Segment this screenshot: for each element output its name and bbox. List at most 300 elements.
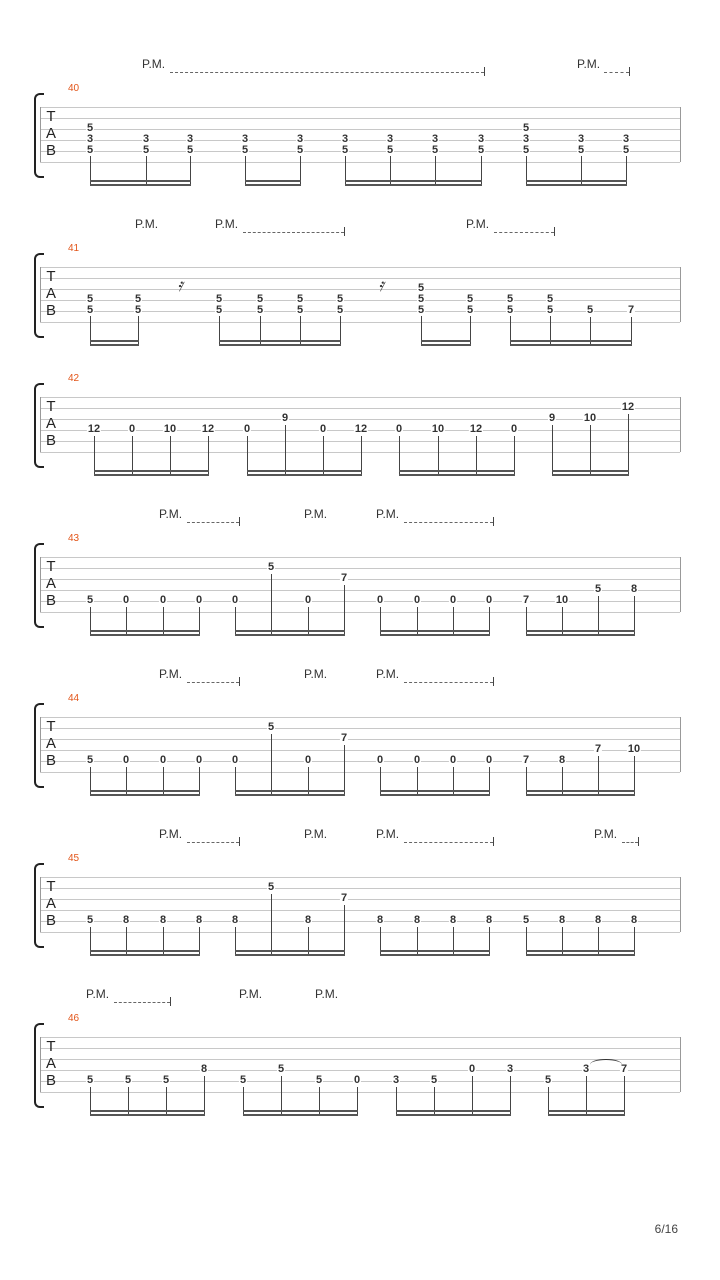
string-line: [40, 739, 680, 740]
measure-number: 46: [68, 1013, 80, 1024]
note-stem: [323, 436, 324, 474]
fret-number: 5: [296, 304, 304, 316]
fret-number: 5: [522, 144, 530, 156]
measure-number: 43: [68, 533, 80, 544]
note-beam: [399, 474, 515, 476]
system-bracket: [34, 543, 44, 628]
tab-clef-letter: B: [45, 302, 56, 319]
fret-number: 0: [128, 423, 136, 435]
note-beam-secondary: [396, 1110, 511, 1112]
fret-number: 5: [124, 1074, 132, 1086]
tab-clef-letter: T: [46, 558, 56, 575]
fret-number: 3: [186, 133, 194, 145]
palm-mute-label: P.M.: [304, 507, 328, 521]
note-beam-secondary: [526, 180, 627, 182]
palm-mute-extension: [170, 72, 484, 73]
palm-mute-label: P.M.: [466, 217, 490, 231]
fret-number: 0: [243, 423, 251, 435]
barline-end: [680, 877, 681, 932]
barline-end: [680, 267, 681, 322]
fret-number: 0: [376, 594, 384, 606]
note-stem: [624, 1076, 625, 1114]
fret-number: 0: [468, 1063, 476, 1075]
fret-number: 5: [315, 1074, 323, 1086]
note-stem: [204, 1076, 205, 1114]
note-stem: [94, 436, 95, 474]
note-beam: [548, 1114, 625, 1116]
fret-number: 7: [627, 304, 635, 316]
fret-number: 5: [86, 914, 94, 926]
fret-number: 5: [267, 881, 275, 893]
fret-number: 3: [296, 133, 304, 145]
fret-number: 5: [267, 721, 275, 733]
sixteenth-rest: 𝄿: [177, 275, 183, 295]
measure-number: 40: [68, 83, 80, 94]
note-beam-secondary: [245, 180, 301, 182]
note-beam-secondary: [552, 470, 629, 472]
string-line: [40, 761, 680, 762]
tab-clef-letter: B: [45, 432, 56, 449]
palm-mute-extension: [187, 842, 239, 843]
palm-mute-extension: [494, 232, 554, 233]
fret-number: 5: [417, 282, 425, 294]
note-beam: [245, 184, 301, 186]
note-beam-secondary: [380, 630, 490, 632]
fret-number: 10: [555, 594, 569, 606]
note-beam-secondary: [235, 950, 345, 952]
fret-number: 5: [522, 122, 530, 134]
fret-number: 3: [577, 133, 585, 145]
fret-number: 8: [122, 914, 130, 926]
note-beam: [380, 634, 490, 636]
fret-number: 5: [134, 293, 142, 305]
barline-end: [680, 1037, 681, 1092]
fret-number: 5: [277, 1063, 285, 1075]
fret-number: 0: [231, 754, 239, 766]
tab-clef-letter: T: [46, 1038, 56, 1055]
palm-mute-label: P.M.: [159, 667, 183, 681]
fret-number: 5: [215, 293, 223, 305]
note-beam: [380, 794, 490, 796]
palm-mute-label: P.M.: [142, 57, 166, 71]
fret-number: 8: [558, 754, 566, 766]
palm-mute-extension: [187, 522, 239, 523]
string-line: [40, 118, 680, 119]
palm-mute-end: [638, 837, 639, 846]
tab-clef-letter: T: [46, 398, 56, 415]
note-beam: [526, 184, 627, 186]
note-beam-secondary: [90, 340, 139, 342]
note-beam-secondary: [380, 950, 490, 952]
fret-number: 3: [622, 133, 630, 145]
note-beam-secondary: [90, 950, 200, 952]
palm-mute-extension: [404, 682, 493, 683]
fret-number: 0: [195, 594, 203, 606]
palm-mute-end: [239, 837, 240, 846]
note-beam: [247, 474, 362, 476]
fret-number: 10: [163, 423, 177, 435]
fret-number: 12: [201, 423, 215, 435]
fret-number: 5: [215, 304, 223, 316]
note-beam: [526, 954, 635, 956]
barline-start: [40, 877, 41, 932]
fret-number: 8: [485, 914, 493, 926]
fret-number: 10: [627, 743, 641, 755]
fret-number: 3: [241, 133, 249, 145]
fret-number: 5: [577, 144, 585, 156]
string-line: [40, 1092, 680, 1093]
fret-number: 0: [413, 594, 421, 606]
string-line: [40, 750, 680, 751]
tab-clef-letter: B: [45, 1072, 56, 1089]
string-line: [40, 107, 680, 108]
palm-mute-label: P.M.: [304, 827, 328, 841]
note-beam: [94, 474, 209, 476]
note-beam-secondary: [235, 790, 345, 792]
system-bracket: [34, 1023, 44, 1108]
fret-number: 12: [87, 423, 101, 435]
barline-start: [40, 107, 41, 162]
string-line: [40, 267, 680, 268]
measure-number: 41: [68, 243, 80, 254]
fret-number: 5: [586, 304, 594, 316]
note-stem: [285, 425, 286, 474]
palm-mute-end: [554, 227, 555, 236]
fret-number: 5: [466, 293, 474, 305]
note-beam-secondary: [510, 340, 632, 342]
tab-clef-letter: B: [45, 912, 56, 929]
string-line: [40, 129, 680, 130]
string-line: [40, 932, 680, 933]
note-beam-secondary: [345, 180, 482, 182]
fret-number: 0: [395, 423, 403, 435]
tab-clef-letter: A: [45, 895, 56, 912]
fret-number: 0: [122, 594, 130, 606]
fret-number: 3: [431, 133, 439, 145]
note-beam-secondary: [380, 790, 490, 792]
fret-number: 8: [449, 914, 457, 926]
string-line: [40, 579, 680, 580]
barline-start: [40, 717, 41, 772]
fret-number: 3: [506, 1063, 514, 1075]
fret-number: 5: [296, 293, 304, 305]
note-beam-secondary: [526, 630, 635, 632]
note-beam: [90, 344, 139, 346]
string-line: [40, 921, 680, 922]
fret-number: 0: [231, 594, 239, 606]
note-stem: [247, 436, 248, 474]
fret-number: 8: [413, 914, 421, 926]
fret-number: 8: [376, 914, 384, 926]
note-stem: [361, 436, 362, 474]
note-stem: [598, 756, 599, 794]
palm-mute-label: P.M.: [159, 507, 183, 521]
fret-number: 5: [506, 304, 514, 316]
fret-number: 5: [622, 144, 630, 156]
note-beam: [510, 344, 632, 346]
fret-number: 5: [86, 144, 94, 156]
fret-number: 3: [522, 133, 530, 145]
fret-number: 7: [340, 892, 348, 904]
fret-number: 5: [417, 293, 425, 305]
palm-mute-end: [484, 67, 485, 76]
barline-start: [40, 557, 41, 612]
palm-mute-extension: [604, 72, 629, 73]
fret-number: 5: [86, 122, 94, 134]
fret-number: 7: [522, 754, 530, 766]
fret-number: 5: [546, 293, 554, 305]
note-beam: [219, 344, 341, 346]
fret-number: 3: [86, 133, 94, 145]
string-line: [40, 557, 680, 558]
measure-number: 42: [68, 373, 80, 384]
note-beam: [552, 474, 629, 476]
fret-number: 8: [200, 1063, 208, 1075]
fret-number: 10: [431, 423, 445, 435]
string-line: [40, 877, 680, 878]
note-beam: [526, 794, 635, 796]
palm-mute-label: P.M.: [376, 507, 400, 521]
fret-number: 0: [376, 754, 384, 766]
string-line: [40, 1037, 680, 1038]
note-stem: [132, 436, 133, 474]
note-beam-secondary: [219, 340, 341, 342]
palm-mute-end: [344, 227, 345, 236]
note-stem: [344, 585, 345, 634]
string-line: [40, 899, 680, 900]
fret-number: 5: [477, 144, 485, 156]
note-beam: [90, 794, 200, 796]
tab-clef-letter: B: [45, 142, 56, 159]
palm-mute-end: [170, 997, 171, 1006]
fret-number: 7: [594, 743, 602, 755]
string-line: [40, 397, 680, 398]
note-beam-secondary: [90, 790, 200, 792]
fret-number: 5: [544, 1074, 552, 1086]
string-line: [40, 717, 680, 718]
fret-number: 0: [353, 1074, 361, 1086]
note-beam: [90, 1114, 205, 1116]
fret-number: 5: [336, 304, 344, 316]
fret-number: 0: [510, 423, 518, 435]
tab-clef-letter: A: [45, 125, 56, 142]
string-line: [40, 590, 680, 591]
fret-number: 5: [336, 293, 344, 305]
note-beam-secondary: [90, 630, 200, 632]
note-stem: [586, 1076, 587, 1114]
note-stem: [281, 1076, 282, 1114]
string-line: [40, 1048, 680, 1049]
fret-number: 5: [296, 144, 304, 156]
fret-number: 8: [195, 914, 203, 926]
barline-start: [40, 267, 41, 322]
fret-number: 10: [583, 412, 597, 424]
note-stem: [271, 894, 272, 954]
note-beam-secondary: [243, 1110, 358, 1112]
palm-mute-label: P.M.: [86, 987, 110, 1001]
fret-number: 3: [341, 133, 349, 145]
fret-number: 0: [159, 594, 167, 606]
note-beam-secondary: [235, 630, 345, 632]
fret-number: 5: [417, 304, 425, 316]
palm-mute-label: P.M.: [594, 827, 618, 841]
fret-number: 5: [134, 304, 142, 316]
fret-number: 5: [522, 914, 530, 926]
page-number: 6/16: [654, 1222, 678, 1236]
note-beam: [235, 634, 345, 636]
palm-mute-extension: [622, 842, 638, 843]
fret-number: 5: [86, 754, 94, 766]
barline-end: [680, 557, 681, 612]
tab-clef-letter: A: [45, 285, 56, 302]
fret-number: 5: [239, 1074, 247, 1086]
fret-number: 0: [449, 754, 457, 766]
fret-number: 7: [340, 572, 348, 584]
fret-number: 5: [506, 293, 514, 305]
system-bracket: [34, 253, 44, 338]
note-stem: [399, 436, 400, 474]
note-beam-secondary: [421, 340, 471, 342]
system-bracket: [34, 863, 44, 948]
palm-mute-end: [629, 67, 630, 76]
palm-mute-end: [493, 837, 494, 846]
fret-number: 5: [186, 144, 194, 156]
fret-number: 3: [392, 1074, 400, 1086]
tab-clef-letter: T: [46, 268, 56, 285]
fret-number: 5: [341, 144, 349, 156]
string-line: [40, 322, 680, 323]
system-bracket: [34, 93, 44, 178]
palm-mute-label: P.M.: [376, 667, 400, 681]
fret-number: 8: [304, 914, 312, 926]
fret-number: 5: [256, 293, 264, 305]
string-line: [40, 162, 680, 163]
note-beam: [235, 794, 345, 796]
fret-number: 0: [195, 754, 203, 766]
note-beam-secondary: [548, 1110, 625, 1112]
system-bracket: [34, 703, 44, 788]
string-line: [40, 728, 680, 729]
note-beam: [243, 1114, 358, 1116]
slide-arc: [590, 1059, 622, 1070]
barline-start: [40, 1037, 41, 1092]
note-beam: [396, 1114, 511, 1116]
fret-number: 7: [340, 732, 348, 744]
tab-clef-letter: A: [45, 1055, 56, 1072]
palm-mute-end: [239, 677, 240, 686]
note-beam-secondary: [94, 470, 209, 472]
note-stem: [476, 436, 477, 474]
palm-mute-end: [239, 517, 240, 526]
palm-mute-extension: [114, 1002, 170, 1003]
tab-clef-letter: T: [46, 108, 56, 125]
note-stem: [271, 574, 272, 634]
note-stem: [514, 436, 515, 474]
note-stem: [271, 734, 272, 794]
fret-number: 3: [477, 133, 485, 145]
tab-clef-letter: B: [45, 592, 56, 609]
palm-mute-label: P.M.: [135, 217, 159, 231]
note-beam: [526, 634, 635, 636]
fret-number: 0: [304, 754, 312, 766]
note-beam: [90, 634, 200, 636]
note-stem: [552, 425, 553, 474]
palm-mute-extension: [187, 682, 239, 683]
palm-mute-label: P.M.: [315, 987, 339, 1001]
note-beam-secondary: [526, 950, 635, 952]
fret-number: 9: [548, 412, 556, 424]
fret-number: 8: [159, 914, 167, 926]
fret-number: 8: [630, 914, 638, 926]
fret-number: 5: [241, 144, 249, 156]
system-bracket: [34, 383, 44, 468]
note-beam-secondary: [247, 470, 362, 472]
string-line: [40, 452, 680, 453]
string-line: [40, 601, 680, 602]
string-line: [40, 568, 680, 569]
fret-number: 5: [162, 1074, 170, 1086]
note-beam: [235, 954, 345, 956]
barline-start: [40, 397, 41, 452]
fret-number: 5: [430, 1074, 438, 1086]
fret-number: 5: [86, 594, 94, 606]
measure-number: 44: [68, 693, 80, 704]
string-line: [40, 289, 680, 290]
fret-number: 5: [142, 144, 150, 156]
fret-number: 3: [142, 133, 150, 145]
string-line: [40, 772, 680, 773]
fret-number: 5: [267, 561, 275, 573]
barline-end: [680, 107, 681, 162]
note-stem: [628, 414, 629, 474]
note-beam-secondary: [399, 470, 515, 472]
tab-clef-letter: A: [45, 575, 56, 592]
tab-clef-letter: T: [46, 878, 56, 895]
string-line: [40, 1059, 680, 1060]
note-stem: [208, 436, 209, 474]
note-beam: [90, 184, 191, 186]
fret-number: 0: [413, 754, 421, 766]
fret-number: 8: [594, 914, 602, 926]
note-beam-secondary: [90, 1110, 205, 1112]
palm-mute-label: P.M.: [577, 57, 601, 71]
fret-number: 5: [86, 293, 94, 305]
note-stem: [634, 596, 635, 634]
palm-mute-end: [493, 517, 494, 526]
tab-clef-letter: T: [46, 718, 56, 735]
note-beam-secondary: [90, 180, 191, 182]
palm-mute-label: P.M.: [215, 217, 239, 231]
fret-number: 5: [86, 1074, 94, 1086]
fret-number: 5: [431, 144, 439, 156]
fret-number: 0: [449, 594, 457, 606]
note-stem: [344, 905, 345, 954]
barline-end: [680, 717, 681, 772]
fret-number: 5: [594, 583, 602, 595]
fret-number: 0: [485, 754, 493, 766]
sixteenth-rest: 𝄿: [378, 275, 384, 295]
fret-number: 3: [582, 1063, 590, 1075]
tab-clef-letter: B: [45, 752, 56, 769]
note-beam: [345, 184, 482, 186]
fret-number: 5: [86, 304, 94, 316]
palm-mute-end: [493, 677, 494, 686]
string-line: [40, 278, 680, 279]
measure-number: 45: [68, 853, 80, 864]
fret-number: 5: [386, 144, 394, 156]
note-stem: [598, 596, 599, 634]
fret-number: 7: [522, 594, 530, 606]
